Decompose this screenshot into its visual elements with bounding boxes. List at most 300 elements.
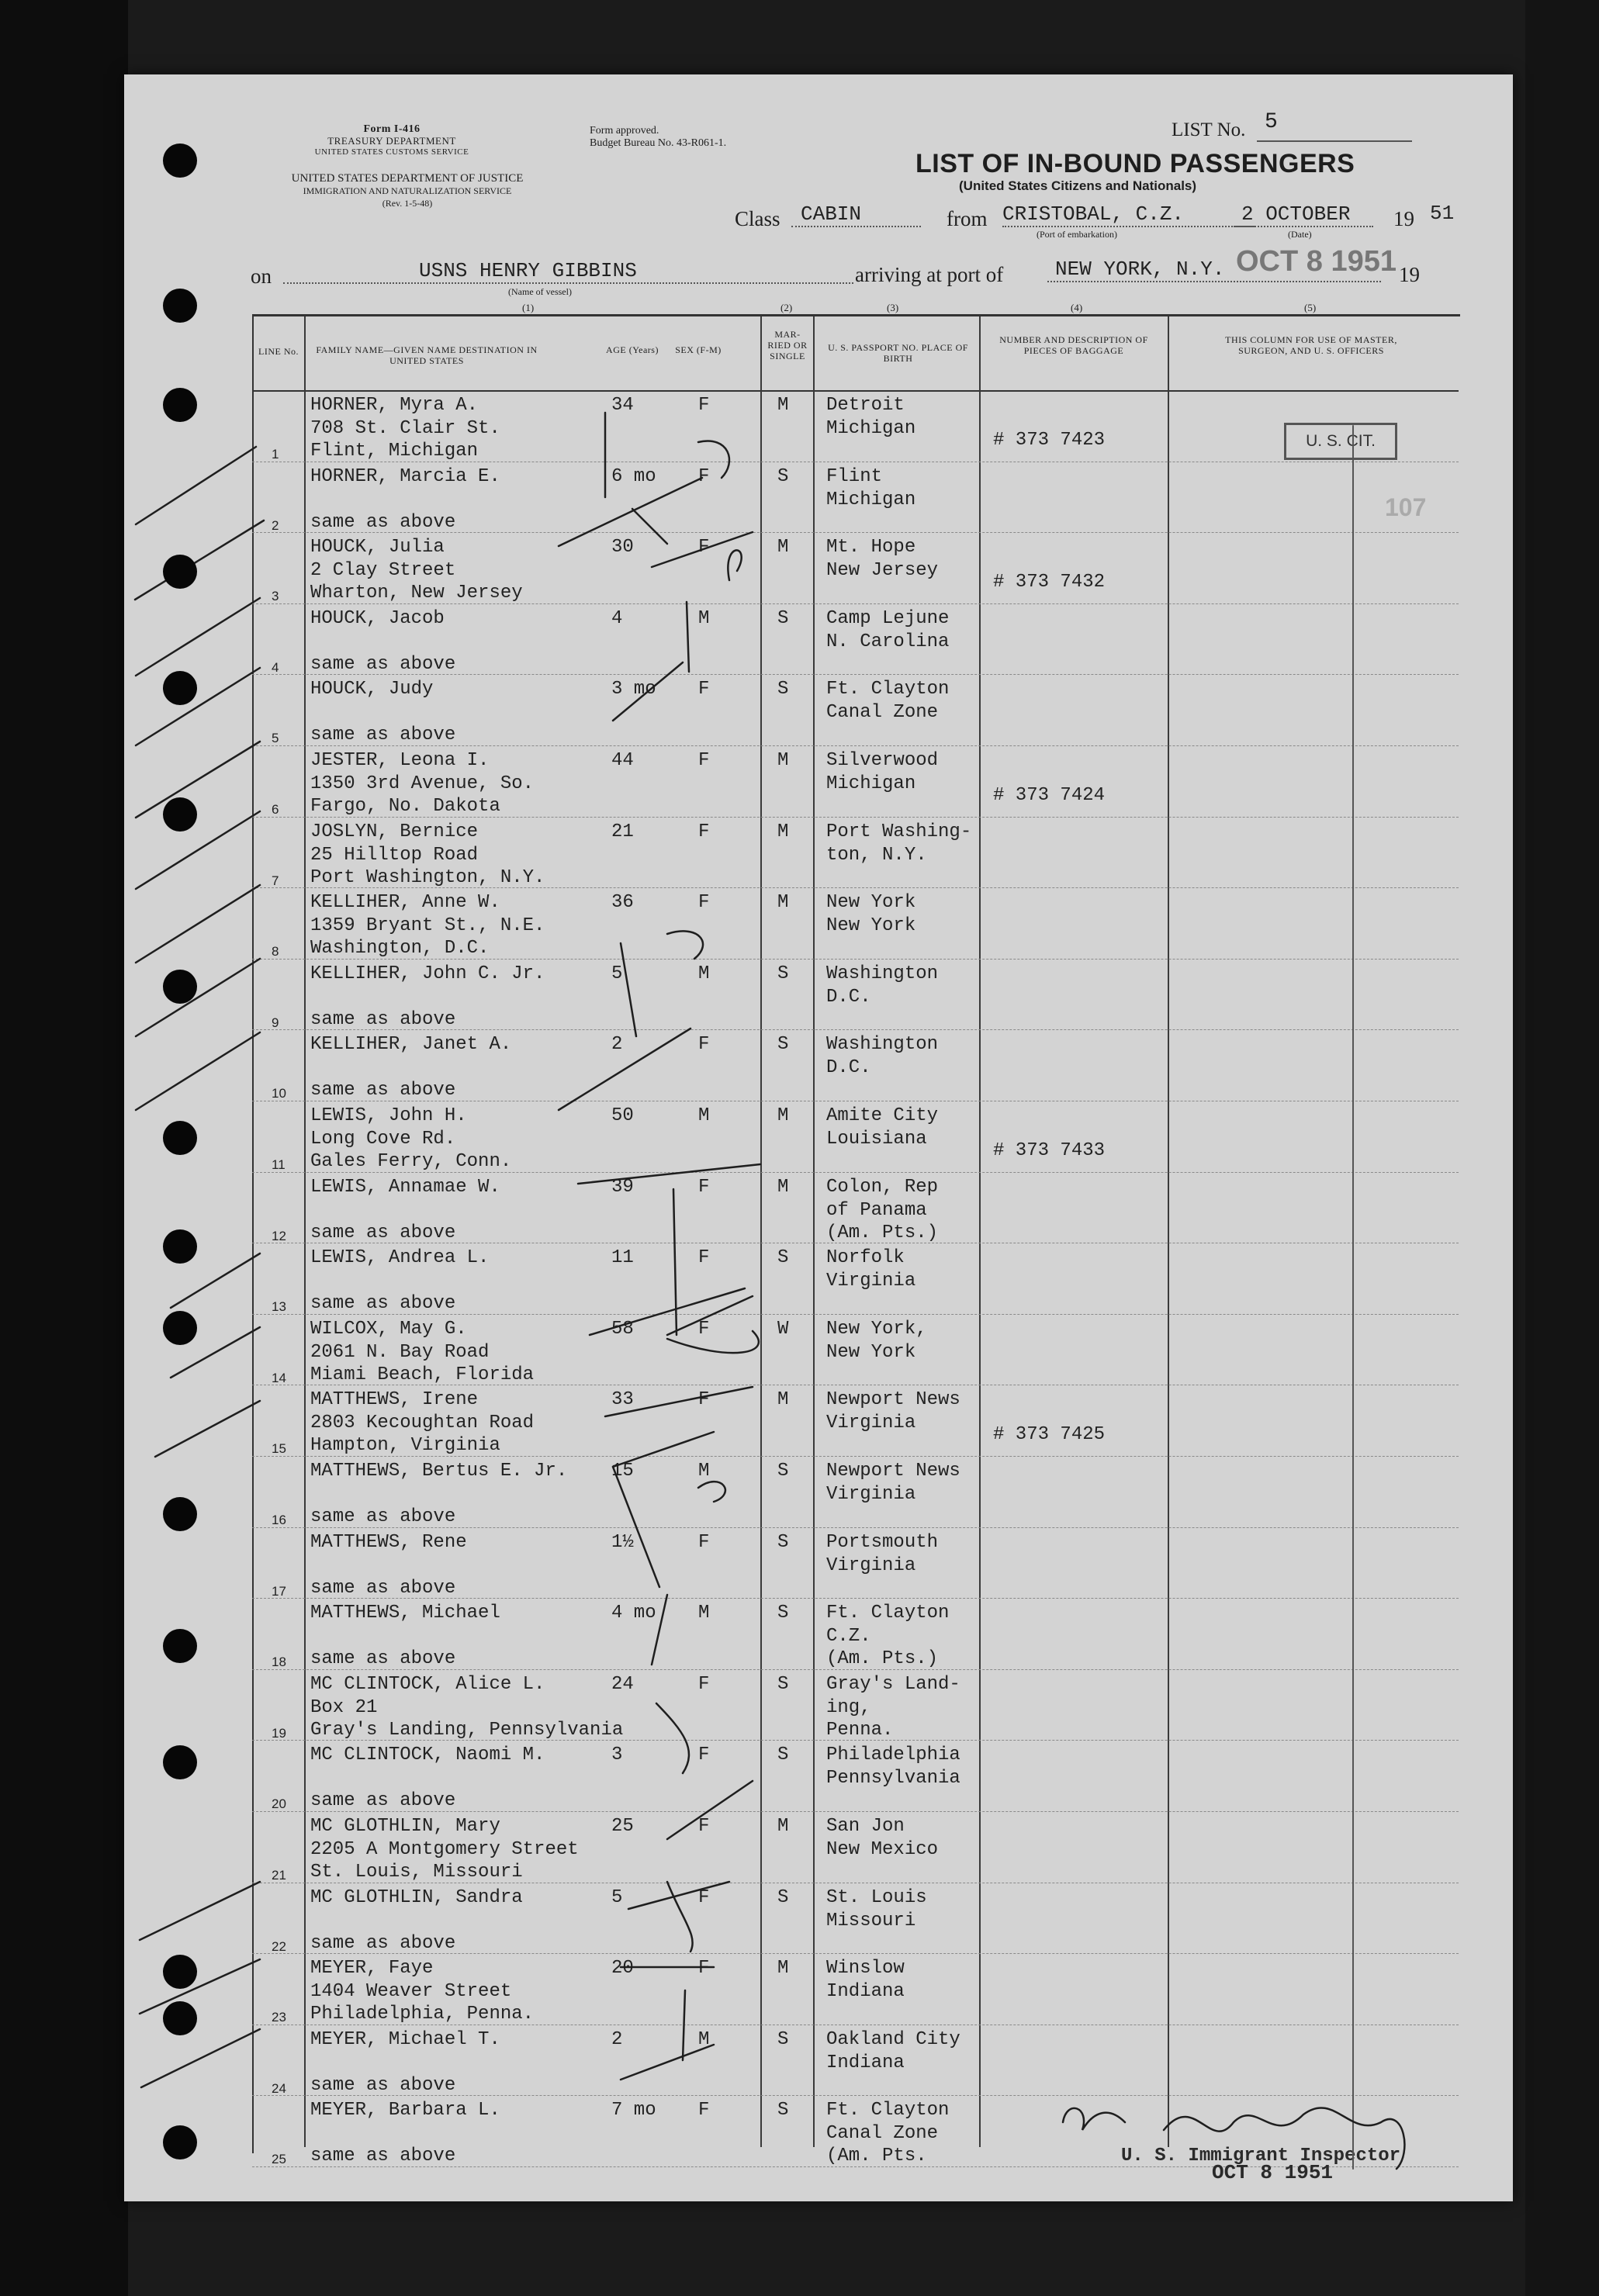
age-bracket-24 bbox=[683, 1990, 685, 2060]
passenger-sex: F bbox=[698, 750, 710, 771]
line-check-23 bbox=[140, 1959, 260, 2014]
age-bracket-3 bbox=[687, 602, 689, 672]
treasury-dept: TREASURY DEPARTMENT bbox=[327, 135, 456, 147]
passenger-name: MC GLOTHLIN, Mary bbox=[310, 1816, 500, 1837]
passenger-age: 36 bbox=[611, 892, 634, 914]
line-check-8 bbox=[136, 959, 260, 1036]
marital-status: S bbox=[777, 1034, 789, 1056]
departure-date: 2 OCTOBER bbox=[1234, 202, 1373, 227]
binder-hole bbox=[163, 1955, 197, 1989]
place-of-birth-line-2: New Mexico bbox=[826, 1839, 939, 1860]
place-of-birth-line-1: St. Louis bbox=[826, 1886, 927, 1908]
place-of-birth-line-2: Michigan bbox=[826, 489, 916, 510]
passenger-sex: F bbox=[698, 1886, 710, 1908]
inspector-title: U. S. Immigrant Inspector bbox=[1121, 2146, 1401, 2166]
passenger-age: 5 bbox=[611, 1886, 623, 1908]
address-line-1: 1350 3rd Avenue, So. bbox=[310, 773, 535, 794]
col-header-line: LINE No. bbox=[258, 346, 299, 357]
marital-status: W bbox=[777, 1318, 789, 1340]
place-of-birth-line-1: Gray's Land- bbox=[826, 1673, 960, 1695]
baggage-number: # 373 7432 bbox=[993, 572, 1106, 593]
place-of-birth-line-1: San Jon bbox=[826, 1816, 905, 1837]
line-number: 11 bbox=[272, 1157, 286, 1172]
place-of-birth-line-1: Amite City bbox=[826, 1105, 939, 1126]
line-number: 14 bbox=[272, 1370, 286, 1385]
line-check-3 bbox=[136, 598, 260, 676]
place-of-birth-line-2: Virginia bbox=[826, 1271, 916, 1292]
binder-hole bbox=[163, 797, 197, 832]
passenger-name: MATTHEWS, Bertus E. Jr. bbox=[310, 1461, 568, 1482]
passenger-sex: M bbox=[698, 1461, 710, 1482]
place-of-birth-line-1: Detroit bbox=[826, 395, 905, 416]
year-prefix: 19 bbox=[1393, 207, 1414, 230]
passenger-sex: F bbox=[698, 1531, 710, 1553]
baggage-number: # 373 7423 bbox=[993, 430, 1106, 451]
binder-hole bbox=[163, 970, 197, 1004]
place-of-birth-line-3: (Am. Pts.) bbox=[826, 1222, 939, 1243]
place-of-birth-line-1: Camp Lejune bbox=[826, 607, 950, 629]
address-line-2: Port Washington, N.Y. bbox=[310, 866, 545, 888]
age-bracket-8 bbox=[621, 943, 636, 1036]
mark-19 bbox=[656, 1703, 689, 1773]
line-number: 12 bbox=[272, 1228, 286, 1243]
marital-status: M bbox=[777, 1105, 789, 1126]
address-line-1: 25 Hilltop Road bbox=[310, 844, 479, 866]
col-header-sex: SEX (F-M) bbox=[675, 344, 722, 355]
place-of-birth-line-3: (Am. Pts.) bbox=[826, 1648, 939, 1670]
place-of-birth-line-1: Washington bbox=[826, 1034, 939, 1056]
column-number-2: (2) bbox=[780, 302, 793, 313]
line-number: 1 bbox=[272, 447, 279, 462]
passenger-age: 21 bbox=[611, 821, 634, 842]
place-of-birth-line-1: Newport News bbox=[826, 1389, 960, 1411]
passenger-sex: M bbox=[698, 1105, 710, 1126]
age-strike-22 bbox=[628, 1882, 729, 1909]
place-of-birth-line-2: C.Z. bbox=[826, 1626, 871, 1648]
passenger-sex: F bbox=[698, 1744, 710, 1766]
line-number: 13 bbox=[272, 1299, 286, 1315]
place-of-birth-line-1: Portsmouth bbox=[826, 1531, 939, 1553]
inspector-signature bbox=[1164, 2108, 1404, 2169]
address-line-2: Washington, D.C. bbox=[310, 938, 490, 960]
place-of-birth-line-2: ing, bbox=[826, 1696, 871, 1718]
passenger-name: HOUCK, Judy bbox=[310, 679, 434, 700]
from-value: CRISTOBAL, C.Z. bbox=[1002, 202, 1255, 227]
address-line-2: Gales Ferry, Conn. bbox=[310, 1151, 512, 1172]
marital-status: S bbox=[777, 1744, 789, 1766]
passenger-age: 44 bbox=[611, 750, 634, 771]
baggage-number: # 373 7433 bbox=[993, 1140, 1106, 1161]
age-strike-20 bbox=[667, 1781, 753, 1839]
passenger-sex: F bbox=[698, 1673, 710, 1695]
passenger-age: 11 bbox=[611, 1247, 634, 1269]
passenger-age: 30 bbox=[611, 537, 634, 558]
line-number: 4 bbox=[272, 659, 279, 675]
place-of-birth-line-2: Missouri bbox=[826, 1910, 916, 1931]
passenger-age: 58 bbox=[611, 1318, 634, 1340]
column-number-4: (4) bbox=[1071, 302, 1083, 313]
binder-hole bbox=[163, 388, 197, 422]
place-of-birth-line-1: Silverwood bbox=[826, 750, 939, 771]
line-number: 25 bbox=[272, 2152, 286, 2167]
marital-status: M bbox=[777, 821, 789, 842]
passenger-age: 3 mo bbox=[611, 679, 656, 700]
binder-hole bbox=[163, 1629, 197, 1663]
age-strike-2 bbox=[559, 478, 702, 546]
passenger-name: MEYER, Faye bbox=[310, 1958, 434, 1980]
passenger-sex: F bbox=[698, 2100, 710, 2121]
passenger-manifest-page bbox=[124, 74, 1513, 2201]
line-number: 15 bbox=[272, 1441, 286, 1457]
line-check-5 bbox=[136, 742, 260, 818]
address-line-2: same as above bbox=[310, 1932, 456, 1954]
line-check-2 bbox=[135, 520, 264, 600]
address-line-2: same as above bbox=[310, 2074, 456, 2096]
address-line-1: 1404 Weaver Street bbox=[310, 1981, 512, 2003]
place-of-birth-line-1: Winslow bbox=[826, 1958, 905, 1980]
col-header-name: FAMILY NAME—GIVEN NAME DESTINATION IN UNITED STATES bbox=[316, 344, 538, 366]
on-label: on bbox=[251, 265, 272, 288]
approval-line-2: Budget Bureau No. 43-R061-1. bbox=[590, 137, 727, 149]
passenger-sex: F bbox=[698, 1958, 710, 1980]
line-number: 5 bbox=[272, 731, 279, 746]
binder-hole bbox=[163, 1121, 197, 1155]
passenger-sex: F bbox=[698, 1247, 710, 1269]
age-bracket-15 bbox=[613, 1467, 659, 1587]
place-of-birth-line-2: Virginia bbox=[826, 1554, 916, 1576]
age-strike-13 bbox=[590, 1288, 745, 1335]
marital-status: M bbox=[777, 395, 789, 416]
passenger-name: KELLIHER, Janet A. bbox=[310, 1034, 512, 1056]
binder-hole bbox=[163, 1497, 197, 1531]
address-line-2: same as above bbox=[310, 1648, 456, 1670]
approval-line-1: Form approved. bbox=[590, 125, 659, 137]
line-number: 20 bbox=[272, 1796, 286, 1812]
arrival-port: NEW YORK, N.Y. bbox=[1047, 258, 1381, 282]
line-number: 24 bbox=[272, 2080, 286, 2096]
place-of-birth-line-1: Mt. Hope bbox=[826, 537, 916, 558]
address-line-2: Wharton, New Jersey bbox=[310, 583, 523, 604]
passenger-sex: F bbox=[698, 1034, 710, 1056]
inspector-initials bbox=[1063, 2108, 1125, 2130]
list-no-value: 5 bbox=[1265, 110, 1278, 134]
passenger-sex: F bbox=[698, 1816, 710, 1837]
place-of-birth-line-1: Washington bbox=[826, 963, 939, 984]
line-number: 10 bbox=[272, 1086, 286, 1101]
passenger-sex: M bbox=[698, 2028, 710, 2050]
passenger-age: 1½ bbox=[611, 1531, 634, 1553]
line-check-6 bbox=[136, 811, 260, 889]
place-of-birth-line-1: Ft. Clayton bbox=[826, 1603, 950, 1624]
address-line-1: Box 21 bbox=[310, 1696, 378, 1718]
passenger-name: JESTER, Leona I. bbox=[310, 750, 490, 771]
passenger-name: MC CLINTOCK, Alice L. bbox=[310, 1673, 545, 1695]
citizen-stamp: U. S. CIT. bbox=[1284, 423, 1397, 460]
marital-status: S bbox=[777, 1673, 789, 1695]
marital-status: S bbox=[777, 2028, 789, 2050]
film-edge-left bbox=[0, 0, 128, 2296]
line-number: 9 bbox=[272, 1015, 279, 1030]
passenger-age: 7 mo bbox=[611, 2100, 656, 2121]
address-line-2: Miami Beach, Florida bbox=[310, 1364, 535, 1385]
age-strike-5 bbox=[613, 662, 683, 721]
passenger-name: MC GLOTHLIN, Sandra bbox=[310, 1886, 523, 1908]
address-line-2: same as above bbox=[310, 653, 456, 675]
line-number: 17 bbox=[272, 1583, 286, 1599]
marital-status: S bbox=[777, 679, 789, 700]
place-of-birth-line-3: Penna. bbox=[826, 1719, 894, 1741]
passenger-age: 4 bbox=[611, 607, 623, 629]
place-of-birth-line-2: New York bbox=[826, 915, 916, 937]
address-line-1: 2803 Kecoughtan Road bbox=[310, 1413, 535, 1434]
binder-hole bbox=[163, 671, 197, 705]
from-label: from bbox=[947, 207, 988, 230]
place-of-birth-line-2: D.C. bbox=[826, 986, 871, 1008]
passenger-name: LEWIS, Andrea L. bbox=[310, 1247, 490, 1269]
passenger-sex: F bbox=[698, 892, 710, 914]
passenger-sex: F bbox=[698, 395, 710, 416]
place-of-birth-line-2: Virginia bbox=[826, 1413, 916, 1434]
column-number-1: (1) bbox=[522, 302, 535, 313]
address-line-2: same as above bbox=[310, 1222, 456, 1243]
passenger-sex: F bbox=[698, 1176, 710, 1198]
passenger-sex: M bbox=[698, 963, 710, 984]
form-number: Form I-416 bbox=[363, 123, 421, 135]
passenger-age: 50 bbox=[611, 1105, 634, 1126]
address-line-2: same as above bbox=[310, 511, 456, 533]
place-of-birth-line-1: Philadelphia bbox=[826, 1744, 960, 1766]
address-line-1: 2061 N. Bay Road bbox=[310, 1341, 490, 1363]
passenger-age: 24 bbox=[611, 1673, 634, 1695]
place-of-birth-line-2: New Jersey bbox=[826, 560, 939, 582]
place-of-birth-line-1: Oakland City bbox=[826, 2028, 960, 2050]
marital-status: S bbox=[777, 963, 789, 984]
arrival-year-prefix: 19 bbox=[1399, 263, 1420, 286]
col-header-age: AGE (Years) bbox=[606, 344, 659, 355]
address-line-2: same as above bbox=[310, 1080, 456, 1101]
passenger-name: MATTHEWS, Rene bbox=[310, 1531, 467, 1553]
line-number: 8 bbox=[272, 944, 279, 960]
binder-hole bbox=[163, 1229, 197, 1264]
marital-status: M bbox=[777, 750, 789, 771]
page-subtitle: (United States Citizens and Nationals) bbox=[959, 178, 1197, 193]
address-line-2: same as above bbox=[310, 1790, 456, 1812]
passenger-age: 5 bbox=[611, 963, 623, 984]
doj-name: UNITED STATES DEPARTMENT OF JUSTICE bbox=[291, 172, 524, 185]
passenger-name: WILCOX, May G. bbox=[310, 1318, 467, 1340]
place-of-birth-line-2: Michigan bbox=[826, 773, 916, 794]
passenger-sex: F bbox=[698, 1318, 710, 1340]
class-value: CABIN bbox=[791, 202, 921, 227]
address-line-2: Fargo, No. Dakota bbox=[310, 796, 500, 817]
passenger-name: HOUCK, Jacob bbox=[310, 607, 445, 629]
passenger-name: HORNER, Myra A. bbox=[310, 395, 479, 416]
passenger-sex: F bbox=[698, 537, 710, 558]
vessel-name: USNS HENRY GIBBINS bbox=[283, 259, 853, 284]
form-revision: (Rev. 1-5-48) bbox=[382, 198, 433, 209]
passenger-age: 2 bbox=[611, 1034, 623, 1056]
place-of-birth-line-2: Virginia bbox=[826, 1484, 916, 1505]
line-check-14 bbox=[155, 1401, 260, 1457]
passenger-name: MATTHEWS, Irene bbox=[310, 1389, 479, 1411]
ins-name: IMMIGRATION AND NATURALIZATION SERVICE bbox=[303, 185, 512, 196]
place-of-birth-line-2: New York bbox=[826, 1341, 916, 1363]
address-line-2: Hampton, Virginia bbox=[310, 1435, 500, 1457]
passenger-sex: F bbox=[698, 821, 710, 842]
binder-hole bbox=[163, 1745, 197, 1779]
passenger-sex: F bbox=[698, 1389, 710, 1411]
port-caption: (Port of embarkation) bbox=[1037, 229, 1117, 240]
address-line-2: same as above bbox=[310, 1293, 456, 1315]
line-check-9 bbox=[136, 1032, 260, 1110]
marital-status: S bbox=[777, 465, 789, 487]
place-of-birth-line-1: Flint bbox=[826, 465, 883, 487]
address-line-2: St. Louis, Missouri bbox=[310, 1862, 523, 1883]
binder-hole bbox=[163, 1311, 197, 1345]
address-line-1: Long Cove Rd. bbox=[310, 1129, 456, 1150]
passenger-sex: F bbox=[698, 465, 710, 487]
marital-status: M bbox=[777, 537, 789, 558]
baggage-number: # 373 7424 bbox=[993, 785, 1106, 806]
address-line-2: same as above bbox=[310, 1506, 456, 1527]
passenger-sex: F bbox=[698, 679, 710, 700]
place-of-birth-line-1: Norfolk bbox=[826, 1247, 905, 1269]
passenger-name: HORNER, Marcia E. bbox=[310, 465, 500, 487]
binder-hole bbox=[163, 144, 197, 178]
passenger-name: MC CLINTOCK, Naomi M. bbox=[310, 1744, 545, 1766]
passenger-age: 39 bbox=[611, 1176, 634, 1198]
column-number-5: (5) bbox=[1304, 302, 1317, 313]
passenger-age: 2 bbox=[611, 2028, 623, 2050]
passenger-name: KELLIHER, John C. Jr. bbox=[310, 963, 545, 984]
passenger-name: MATTHEWS, Michael bbox=[310, 1603, 500, 1624]
handwritten-check-marks bbox=[124, 74, 1513, 2201]
age-strike-15 bbox=[613, 1432, 714, 1467]
marital-status: S bbox=[777, 2100, 789, 2121]
address-line-2: Flint, Michigan bbox=[310, 441, 479, 462]
line-number: 6 bbox=[272, 802, 279, 817]
passenger-sex: M bbox=[698, 607, 710, 629]
arrival-date-stamp: OCT 8 1951 bbox=[1236, 245, 1397, 278]
place-of-birth-line-2: Indiana bbox=[826, 2052, 905, 2073]
line-number: 7 bbox=[272, 873, 279, 888]
passenger-name: LEWIS, John H. bbox=[310, 1105, 467, 1126]
address-line-2: Philadelphia, Penna. bbox=[310, 2004, 535, 2025]
class-label: Class bbox=[735, 207, 780, 230]
place-of-birth-line-1: New York bbox=[826, 892, 916, 914]
place-of-birth-line-1: Ft. Clayton bbox=[826, 679, 950, 700]
address-line-1: 708 St. Clair St. bbox=[310, 418, 500, 439]
place-of-birth-line-1: Ft. Clayton bbox=[826, 2100, 950, 2121]
page-title: LIST OF IN-BOUND PASSENGERS bbox=[915, 149, 1355, 178]
place-of-birth-line-2: D.C. bbox=[826, 1057, 871, 1079]
col-header-officers: THIS COLUMN FOR USE OF MASTER, SURGEON, AND U. S. OFFICERS bbox=[1225, 334, 1397, 356]
passenger-age: 3 bbox=[611, 1744, 623, 1766]
place-of-birth-line-2: Indiana bbox=[826, 1981, 905, 2003]
passenger-age: 34 bbox=[611, 395, 634, 416]
address-line-1: 2205 A Montgomery Street bbox=[310, 1839, 579, 1860]
line-number: 21 bbox=[272, 1868, 286, 1883]
line-number: 18 bbox=[272, 1655, 286, 1670]
arriving-label: arriving at port of bbox=[855, 263, 1004, 286]
passenger-name: KELLIHER, Anne W. bbox=[310, 892, 500, 914]
marital-status: S bbox=[777, 1247, 789, 1269]
address-line-2: same as above bbox=[310, 2146, 456, 2167]
vessel-caption: (Name of vessel) bbox=[508, 286, 572, 297]
line-check-1 bbox=[136, 447, 256, 524]
marital-status: S bbox=[777, 1603, 789, 1624]
passenger-age: 20 bbox=[611, 1958, 634, 1980]
marital-status: M bbox=[777, 1816, 789, 1837]
col-header-married: MAR-RIED OR SINGLE bbox=[767, 329, 808, 361]
place-of-birth-line-2: Louisiana bbox=[826, 1129, 927, 1150]
address-line-2: same as above bbox=[310, 724, 456, 746]
place-of-birth-line-2: N. Carolina bbox=[826, 631, 950, 652]
batch-stamp-number: 107 bbox=[1385, 493, 1427, 521]
marital-status: S bbox=[777, 1461, 789, 1482]
film-edge-right bbox=[1525, 0, 1599, 2296]
address-line-1: 1359 Bryant St., N.E. bbox=[310, 915, 545, 937]
passenger-name: JOSLYN, Bernice bbox=[310, 821, 479, 842]
marital-status: M bbox=[777, 1958, 789, 1980]
marital-status: M bbox=[777, 1389, 789, 1411]
passenger-name: MEYER, Michael T. bbox=[310, 2028, 500, 2050]
place-of-birth-line-2: Pennsylvania bbox=[826, 1768, 960, 1789]
line-number: 3 bbox=[272, 589, 279, 604]
marital-status: S bbox=[777, 607, 789, 629]
line-number: 23 bbox=[272, 2010, 286, 2025]
list-no-label: LIST No. bbox=[1172, 119, 1246, 140]
place-of-birth-line-1: Colon, Rep bbox=[826, 1176, 939, 1198]
address-line-2: same as above bbox=[310, 1008, 456, 1030]
column-number-3: (3) bbox=[887, 302, 899, 313]
address-line-2: Gray's Landing, Pennsylvania bbox=[310, 1719, 624, 1741]
marital-status: S bbox=[777, 1886, 789, 1908]
line-number: 19 bbox=[272, 1725, 286, 1741]
line-check-4 bbox=[136, 668, 260, 745]
passenger-age: 15 bbox=[611, 1461, 634, 1482]
passenger-name: MEYER, Barbara L. bbox=[310, 2100, 500, 2121]
passenger-age: 25 bbox=[611, 1816, 634, 1837]
binder-hole bbox=[163, 2125, 197, 2159]
place-of-birth-line-2: Michigan bbox=[826, 418, 916, 439]
place-of-birth-line-1: New York, bbox=[826, 1318, 927, 1340]
passenger-age: 6 mo bbox=[611, 465, 656, 487]
place-of-birth-line-3: (Am. Pts. bbox=[826, 2146, 927, 2167]
line-number: 22 bbox=[272, 1938, 286, 1954]
address-line-1: 2 Clay Street bbox=[310, 560, 456, 582]
inspector-date: OCT 8 1951 bbox=[1212, 2161, 1334, 2184]
binder-hole bbox=[163, 555, 197, 589]
passenger-age: 33 bbox=[611, 1389, 634, 1411]
passenger-age: 4 mo bbox=[611, 1603, 656, 1624]
place-of-birth-line-2: Canal Zone bbox=[826, 702, 939, 724]
line-number: 16 bbox=[272, 1513, 286, 1527]
col-header-passport: U. S. PASSPORT NO. PLACE OF BIRTH bbox=[828, 342, 968, 364]
line-number: 2 bbox=[272, 517, 279, 533]
line-check-7 bbox=[136, 885, 260, 963]
age-strike-10 bbox=[559, 1029, 690, 1110]
year-suffix: 51 bbox=[1430, 202, 1455, 225]
age-bracket-11 bbox=[673, 1189, 677, 1335]
place-of-birth-line-2: Canal Zone bbox=[826, 2123, 939, 2145]
place-of-birth-line-2: of Panama bbox=[826, 1199, 927, 1221]
age-strike-11 bbox=[578, 1164, 760, 1184]
line-check-22 bbox=[140, 1882, 260, 1940]
date-caption: (Date) bbox=[1288, 229, 1312, 240]
address-line-2: same as above bbox=[310, 1577, 456, 1599]
place-of-birth-line-1: Newport News bbox=[826, 1461, 960, 1482]
